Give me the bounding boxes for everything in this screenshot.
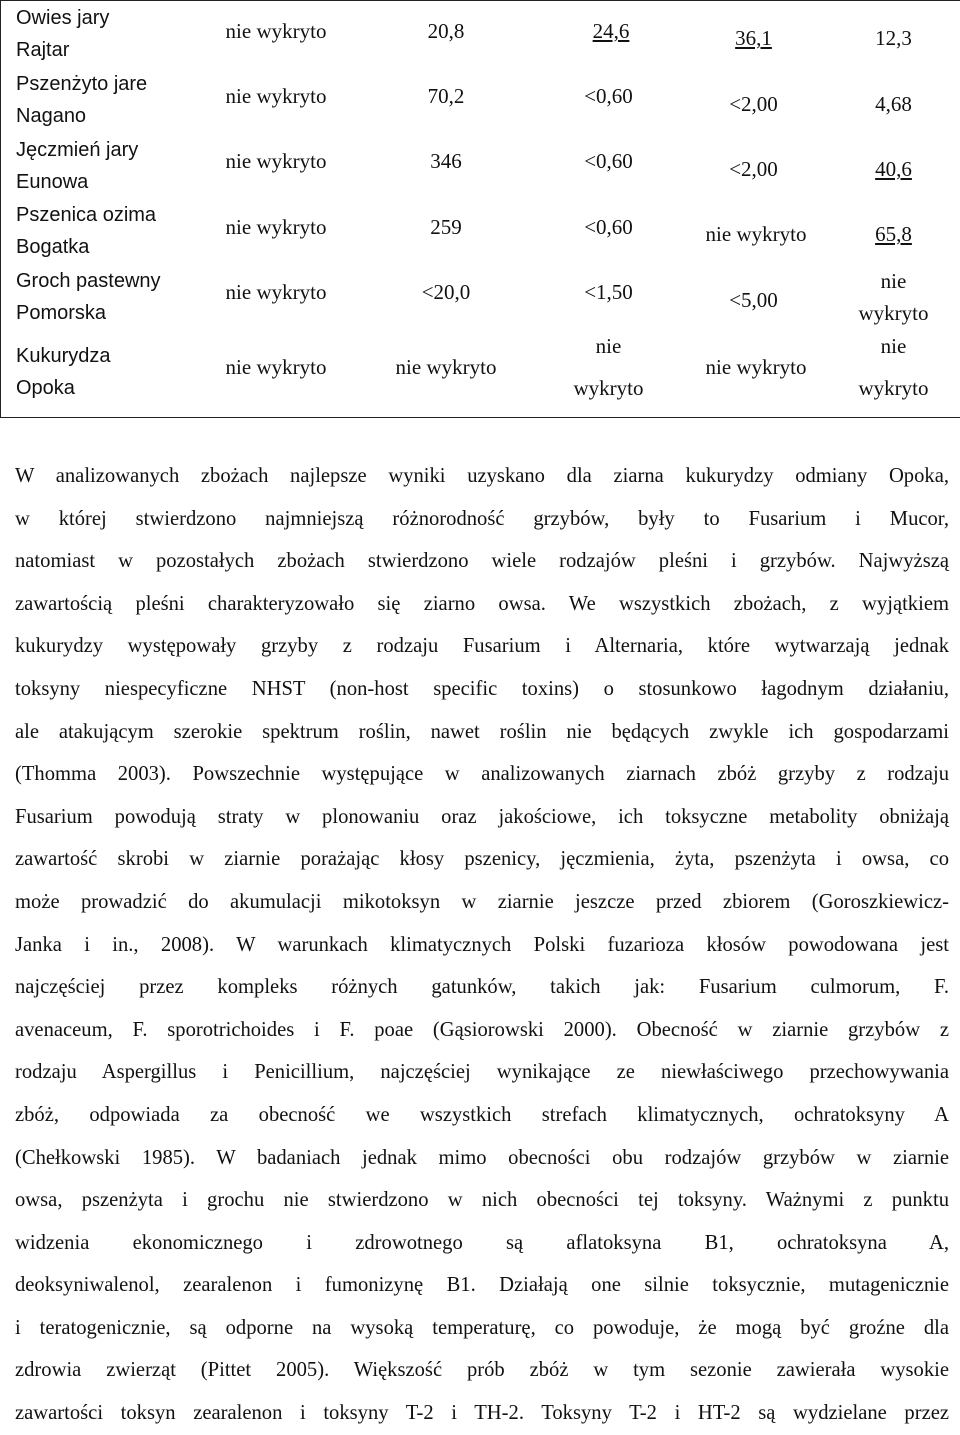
row-2-name: Pszenżyto jare bbox=[16, 73, 148, 95]
row-4-col-3: <0,60 bbox=[584, 215, 633, 239]
text-line: i teratogenicznie, są odporne na wysoką temperaturę, co powoduje, że mogą być groźne dla bbox=[15, 1316, 949, 1339]
text-line: może prowadzić do akumulacji mikotoksyn w ziarnie jeszcze przed zbiorem (Goroszkiewicz- bbox=[15, 890, 949, 913]
row-4-col-2: 259 bbox=[430, 215, 462, 239]
text-line: (Chełkowski 1985). W badaniach jednak mimo obecności obu rodzajów grzybów w ziarnie bbox=[15, 1146, 949, 1169]
row-2-col-3: <0,60 bbox=[584, 84, 633, 108]
row-1-col-3: 24,6 bbox=[592, 19, 630, 43]
text-line: deoksyniwalenol, zearalenon i fumonizynę B1. Działają one silnie toksycznie, mutagenicznie bbox=[15, 1274, 949, 1297]
row-5-variety: Pomorska bbox=[16, 302, 107, 324]
text-line: rodzaju Aspergillus i Penicillium, najczęściej wynikające ze niewłaściwego przechowywania bbox=[15, 1061, 949, 1084]
text-line: toksyny niespecyficzne NHST (non-host specific toxins) o stosunkowo łagodnym działaniu, bbox=[15, 677, 949, 700]
row-2-col-4: <2,00 bbox=[729, 92, 778, 116]
results-table bbox=[0, 0, 960, 418]
row-1-col-5: 12,3 bbox=[875, 26, 912, 50]
text-line: zawartością pleśni charakteryzowało się ziarno owsa. We wszystkich zbożach, z wyjątkiem bbox=[15, 592, 949, 615]
text-line: owsa, pszenżyta i grochu nie stwierdzono w nich obecności tej toksyny. Ważnymi z punktu bbox=[15, 1189, 949, 1212]
row-5-col-4: <5,00 bbox=[729, 288, 778, 312]
row-1-col-2: 20,8 bbox=[427, 19, 465, 43]
row-6-variety: Opoka bbox=[16, 377, 75, 399]
row-5-name: Groch pastewny bbox=[16, 270, 161, 292]
row-1-col-1: nie wykryto bbox=[225, 19, 327, 43]
row-1-variety: Rajtar bbox=[16, 39, 70, 61]
text-line: Fusarium powodują straty w plonowaniu oraz jakościowe, ich toksyczne metabolity obniżają bbox=[15, 805, 949, 828]
text-line: avenaceum, F. sporotrichoides i F. poae (Gąsiorowski 2000). Obecność w ziarnie grzybów z bbox=[15, 1018, 949, 1041]
row-6-col-3-line-1: nie bbox=[595, 334, 622, 358]
text-line: zawartości toksyn zearalenon i toksyny T-2 i TH-2. Toksyny T-2 i HT-2 są wydzielane przez bbox=[15, 1402, 949, 1425]
row-5-col-5-line-2: wykryto bbox=[858, 301, 929, 325]
row-3-col-4: <2,00 bbox=[729, 157, 778, 181]
text-line: natomiast w pozostałych zbożach stwierdzono wiele rodzajów pleśni i grzybów. Najwyższą bbox=[15, 550, 949, 573]
row-3-variety: Eunowa bbox=[16, 171, 89, 193]
row-1-name: Owies jary bbox=[16, 7, 110, 29]
text-line: zdrowia zwierząt (Pittet 2005). Większość prób zbóż w tym sezonie zawierała wysokie bbox=[15, 1359, 949, 1382]
text-line: najczęściej przez kompleks różnych gatunków, takich jak: Fusarium culmorum, F. bbox=[15, 976, 949, 999]
row-6-col-3-line-2: wykryto bbox=[573, 376, 644, 400]
row-3-col-1: nie wykryto bbox=[225, 149, 327, 173]
row-6-name: Kukurydza bbox=[16, 345, 111, 367]
row-6-col-2: nie wykryto bbox=[395, 355, 497, 379]
text-line: ale atakującym szerokie spektrum roślin, nawet roślin nie będących zwykle ich gospodarzami bbox=[15, 720, 949, 743]
row-5-col-1: nie wykryto bbox=[225, 280, 327, 304]
text-line: zbóż, odpowiada za obecność we wszystkich strefach klimatycznych, ochratoksyny A bbox=[15, 1103, 949, 1126]
row-4-col-5: 65,8 bbox=[875, 222, 912, 246]
text-line: w której stwierdzono najmniejszą różnorodność grzybów, były to Fusarium i Mucor, bbox=[15, 507, 949, 530]
row-2-col-5: 4,68 bbox=[875, 92, 912, 116]
row-5-col-2: <20,0 bbox=[421, 280, 471, 304]
row-3-col-2: 346 bbox=[430, 149, 462, 173]
row-6-col-1: nie wykryto bbox=[225, 355, 327, 379]
row-4-col-1: nie wykryto bbox=[225, 215, 327, 239]
text-line: zawartość skrobi w ziarnie porażając kłosy pszenicy, jęczmienia, żyta, pszenżyta i owsa, co bbox=[15, 848, 949, 871]
row-1-col-4: 36,1 bbox=[735, 26, 772, 50]
row-2-variety: Nagano bbox=[16, 105, 87, 127]
text-line: widzenia ekonomicznego i zdrowotnego są aflatoksyna B1, ochratoksyna A, bbox=[15, 1231, 949, 1254]
row-4-col-4: nie wykryto bbox=[705, 222, 807, 246]
row-3-name: Jęczmień jary bbox=[16, 139, 139, 161]
text-line: kukurydzy występowały grzyby z rodzaju Fusarium i Alternaria, które wytwarzają jednak bbox=[15, 635, 949, 658]
text-line: W analizowanych zbożach najlepsze wyniki uzyskano dla ziarna kukurydzy odmiany Opoka, bbox=[15, 465, 949, 487]
row-3-col-5: 40,6 bbox=[875, 157, 912, 181]
body-paragraph bbox=[15, 455, 949, 1435]
row-6-col-5-line-2: wykryto bbox=[858, 376, 929, 400]
row-4-variety: Bogatka bbox=[16, 236, 90, 258]
row-5-col-5-line-1: nie bbox=[880, 269, 907, 293]
row-3-col-3: <0,60 bbox=[584, 149, 633, 173]
text-line: (Thomma 2003). Powszechnie występujące w analizowanych ziarnach zbóż grzyby z rodzaju bbox=[15, 763, 949, 786]
row-4-name: Pszenica ozima bbox=[16, 204, 157, 226]
row-6-col-4: nie wykryto bbox=[705, 355, 807, 379]
row-2-col-2: 70,2 bbox=[427, 84, 465, 108]
row-5-col-3: <1,50 bbox=[584, 280, 633, 304]
row-2-col-1: nie wykryto bbox=[225, 84, 327, 108]
row-6-col-5-line-1: nie bbox=[880, 334, 907, 358]
text-line: Janka i in., 2008). W warunkach klimatycznych Polski fuzarioza kłosów powodowana jest bbox=[15, 933, 949, 956]
